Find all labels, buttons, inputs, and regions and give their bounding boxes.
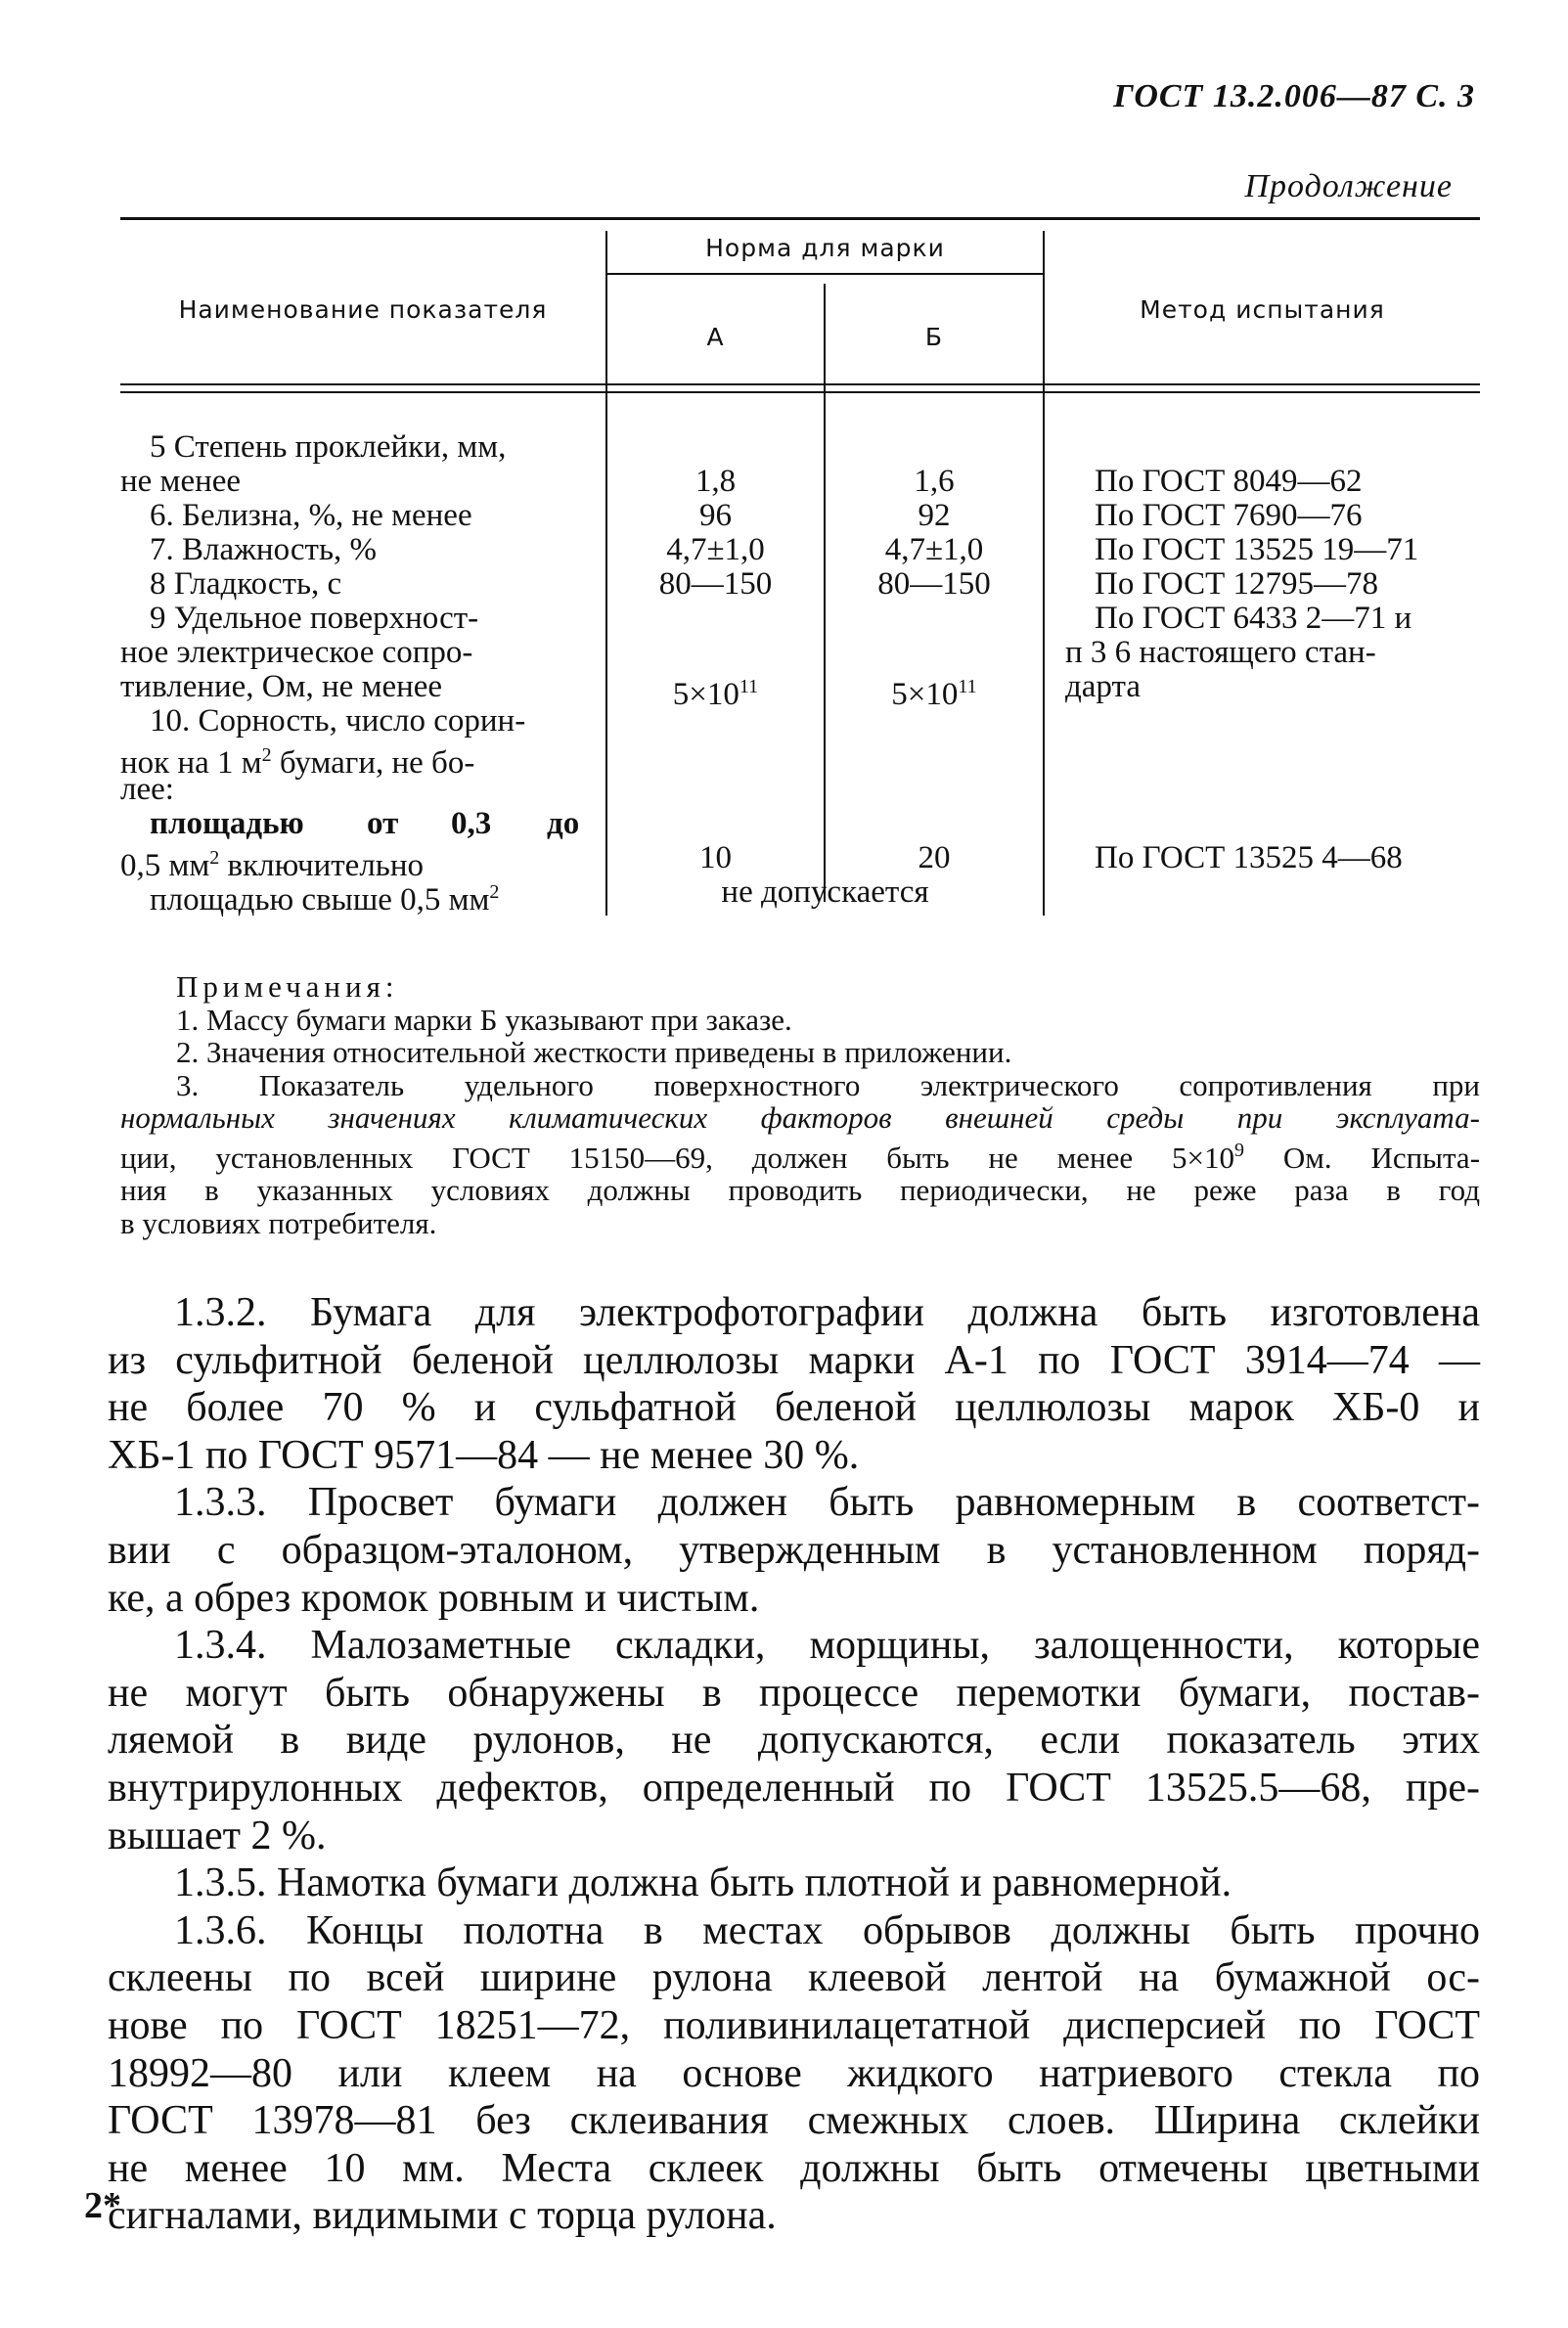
paragraph-line: 1.3.5. Намотка бумаги должна быть плотной и равномерной. [174,1860,1232,1906]
paragraph-line: из сульфитной беленой целлюлозы марки А-1 по ГОСТ 3914—74 — [108,1337,1480,1383]
row5-value-a: 1,8 [694,464,737,499]
paragraph-1-3-6 [108,1907,1480,2240]
row10-name-3: лее: [120,772,174,807]
header-grade-a: А [706,323,725,351]
paragraph-1-3-2 [108,1289,1480,1479]
row10-name-1: 10. Сорность, число сорин- [150,703,526,739]
paragraph-line: вии с образцом-эталоном, утвержденным в установленном поряд- [108,1527,1480,1573]
table-divider-3 [1043,231,1045,916]
row9-name-3: тивление, Ом, не менее [120,669,443,704]
header-indicator-name: Наименование показателя [178,295,548,324]
paragraph-line: 18992—80 или клеем на основе жидкого натриевого стекла по [108,2050,1480,2096]
notes-title: Примечания: [176,969,399,1004]
table-header-rule-2 [120,391,1480,393]
row5-name-2: не менее [120,464,242,499]
row9-value-b-base: 5×10 [891,677,959,712]
row9-method-2: п 3 6 настоящего стан- [1065,635,1376,670]
paragraph-1-3-5 [108,1859,1480,1907]
table-continuation-label: Продолжение [1244,168,1453,204]
row10-sub1-value-a: 10 [699,840,732,875]
row7-value-a: 4,7±1,0 [666,532,765,567]
row9-method-3: дарта [1065,669,1141,704]
row10-name-2-sup: 2 [261,744,272,766]
header-norm: Норма для марки [705,234,945,262]
row10-name-2a: нок на 1 м [120,745,262,781]
paragraph-line: склеены по всей ширине рулона клеевой лентой на бумажной ос- [108,1955,1480,2001]
paragraph-line: 1.3.3. Просвет бумаги должен быть равномерным в соответст- [174,1480,1480,1526]
signature-mark: 2* [84,2185,121,2226]
row10-sub2-name-sup: 2 [489,881,500,903]
row8-value-b: 80—150 [877,566,991,602]
row10-sub2-value: не допускается [721,874,929,910]
note-3-line-3-sup: 9 [1233,1139,1244,1161]
paragraph-line: ГОСТ 13978—81 без склеивания смежных слоев. Ширина склейки [108,2098,1480,2144]
row9-value-a-base: 5×10 [672,677,739,712]
note-3-line-3b: Ом. Испыта- [1243,1140,1481,1175]
note-3-line-3a: ции, установленных ГОСТ 15150—69, должен быть не менее 5×10 [120,1140,1234,1175]
row10-sub1-name-from: от [367,806,399,841]
norm-header-rule [607,273,1043,275]
row8-method: По ГОСТ 12795—78 [1095,566,1378,602]
note-3-line-2: нормальных значениях климатических факторов внешней среды при эксплуата- [120,1100,1480,1135]
table-header-rule-1 [120,383,1480,385]
row9-name-1: 9 Удельное поверхност- [150,601,479,636]
paragraph-line: ке, а обрез кромок ровным и чистым. [108,1575,760,1621]
row10-name-2b: бумаги, не бо- [271,745,475,781]
header-test-method: Метод испытания [1140,295,1385,324]
row5-name-1: 5 Степень проклейки, мм, [150,429,507,465]
row7-value-b: 4,7±1,0 [884,532,984,567]
row9-value-b [826,670,1043,712]
paragraph-line: 1.3.6. Концы полотна в местах обрывов должны быть прочно [174,1907,1480,1953]
row10-sub1-name-b-text: 0,5 мм [120,848,210,883]
table-top-rule [120,217,1480,220]
header-grade-b: Б [924,323,944,351]
note-2: 2. Значения относительной жесткости приведены в приложении. [176,1035,1012,1069]
note-3-line-4: ния в указанных условиях должны проводить периодически, не реже раза в год [120,1173,1480,1207]
row6-name: 6. Белизна, %, не менее [150,498,472,533]
row10-sub2-name-text: площадью свыше 0,5 мм [150,882,490,918]
paragraph-line: не менее 10 мм. Места склеек должны быть отмечены цветными [108,2145,1480,2191]
paragraph-line: 1.3.2. Бумага для электрофотографии должна быть изготовлена [174,1290,1480,1335]
body-text [108,1289,1480,2240]
row10-sub1-name-to: до [547,806,580,841]
row9-value-a [607,670,824,712]
note-3-line-5: в условиях потребителя. [120,1205,437,1240]
row5-method: По ГОСТ 8049—62 [1095,464,1363,499]
paragraph-1-3-3 [108,1479,1480,1622]
row7-method: По ГОСТ 13525 19—71 [1095,532,1419,567]
row10-sub1-name-n1: 0,3 [451,806,492,841]
row7-name: 7. Влажность, % [150,532,378,567]
paragraph-line: не более 70 % и сульфатной беленой целлюлозы марок ХБ-0 и [108,1385,1480,1431]
paragraph-line: сигналами, видимыми с торца рулона. [108,2193,777,2239]
row9-value-a-exp: 11 [739,676,759,697]
row10-sub2-name [150,875,499,918]
row9-method-1: По ГОСТ 6433 2—71 и [1095,601,1412,636]
row8-value-a: 80—150 [658,566,773,602]
paragraph-line: ляемой в виде рулонов, не допускаются, если показатель этих [108,1718,1480,1764]
specification-table [120,217,1480,921]
paragraph-line: нове по ГОСТ 18251—72, поливинилацетатной дисперсией по ГОСТ [108,2002,1480,2048]
row8-name: 8 Гладкость, с [150,566,342,602]
note-1: 1. Массу бумаги марки Б указывают при заказе. [176,1002,792,1037]
row10-sub1-name-b-sup: 2 [209,847,220,869]
row10-sub1-name-c: включительно [219,848,424,883]
row5-value-b: 1,6 [914,464,955,499]
row6-method: По ГОСТ 7690—76 [1095,498,1363,533]
row6-value-a: 96 [699,498,732,533]
paragraph-line: внутрирулонных дефектов, определенный по ГОСТ 13525.5—68, пре- [108,1765,1480,1811]
paragraph-line: вышает 2 %. [108,1813,327,1858]
row10-sub1-name-a: площадью [150,806,304,841]
paragraph-1-3-4 [108,1622,1480,1859]
row6-value-b: 92 [918,498,951,533]
running-head: ГОСТ 13.2.006—87 С. 3 [1113,78,1475,114]
paragraph-line: ХБ-1 по ГОСТ 9571—84 — не менее 30 %. [108,1432,860,1478]
note-3-line-3 [120,1135,1480,1175]
row10-sub1-method: По ГОСТ 13525 4—68 [1095,840,1403,875]
paragraph-line: не могут быть обнаружены в процессе перемотки бумаги, постав- [108,1670,1480,1716]
row9-value-b-exp: 11 [958,676,977,697]
table-notes [120,970,1480,1239]
row10-sub1-value-b: 20 [918,840,951,875]
row9-name-2: ное электрическое сопро- [120,635,473,670]
note-3-line-1: 3. Показатель удельного поверхностного электрического сопротивления при [176,1067,1480,1102]
paragraph-line: 1.3.4. Малозаметные складки, морщины, залощенности, которые [174,1623,1480,1669]
